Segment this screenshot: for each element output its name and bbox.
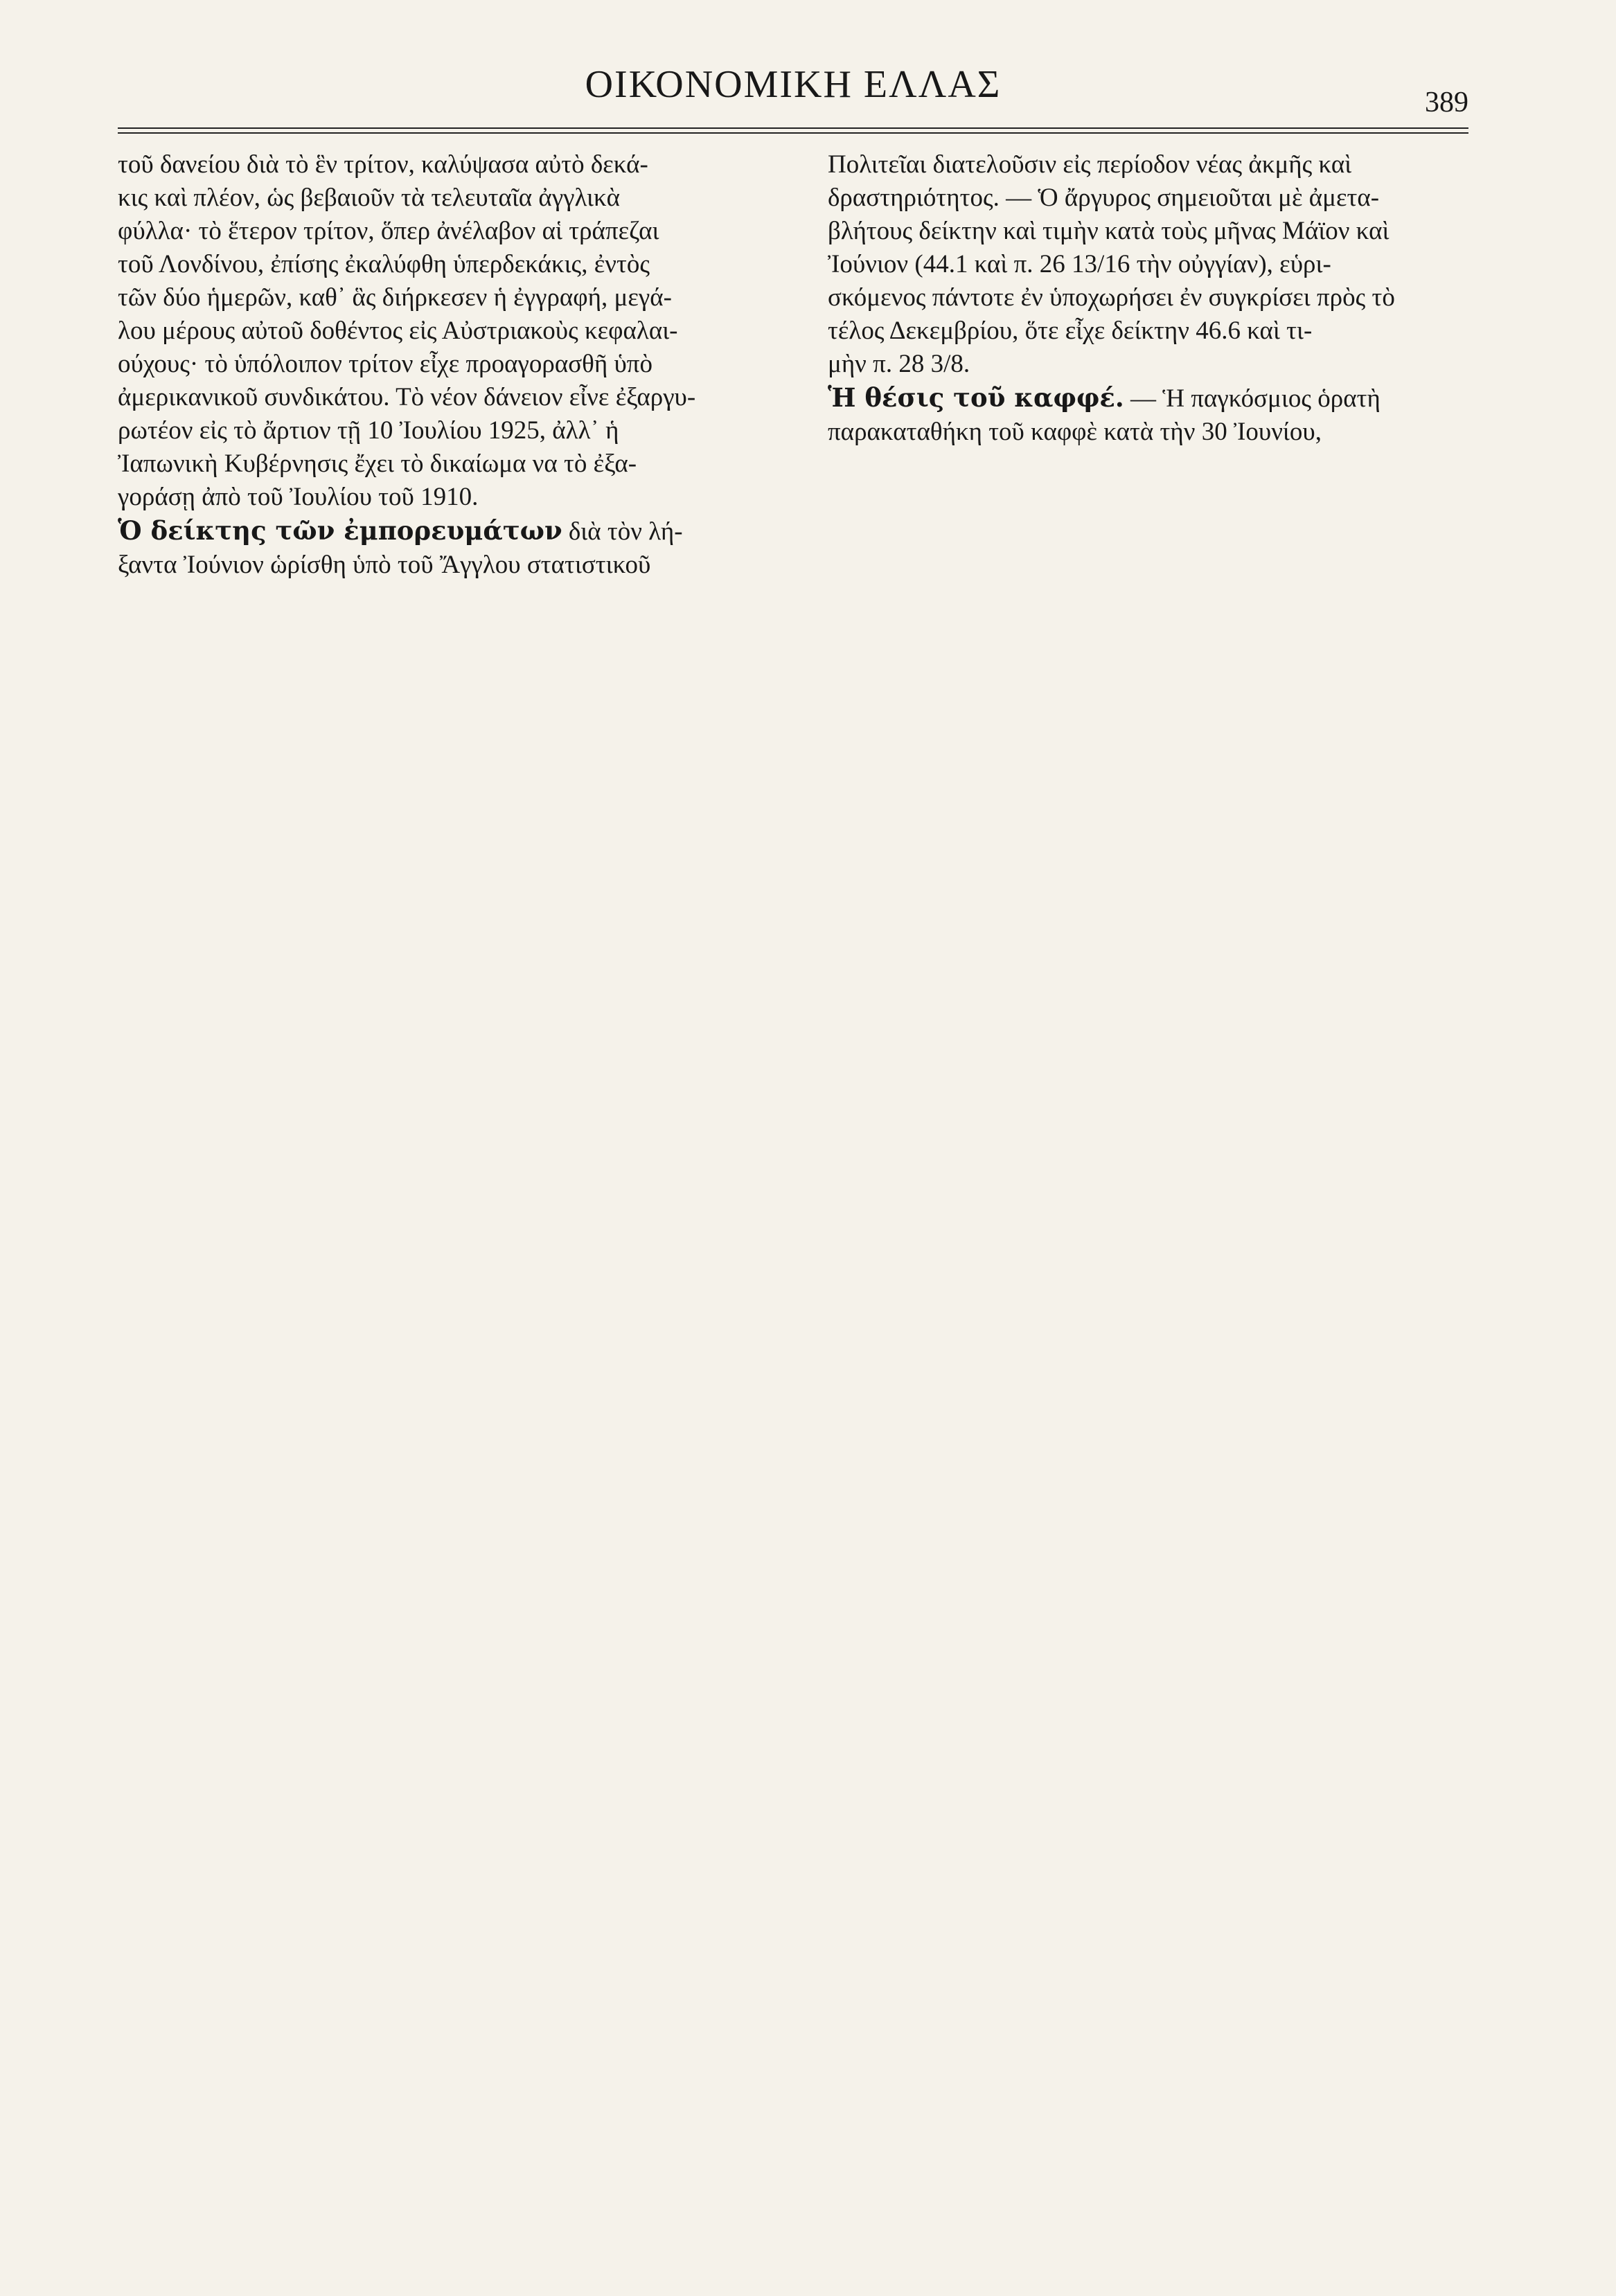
section-heading-line <box>828 381 1472 416</box>
journal-title: ΟΙΚΟΝΟΜΙΚΗ ΕΛΛΑΣ <box>585 63 1002 106</box>
text-line: δραστηριότητος. — Ὁ ἄργυρος σημειοῦται μὲ ἀμετα- <box>828 184 1380 212</box>
section-heading-line <box>118 514 762 549</box>
text-line: βλήτους δείκτην καὶ τιμὴν κατὰ τοὺς μῆνας Μάϊον καὶ <box>828 217 1389 245</box>
text-line: Ἰούνιον (44.1 καὶ π. 26 13/16 τὴν οὐγγίαν), εὑρι- <box>828 250 1331 278</box>
text-line: ούχους· τὸ ὑπόλοιπον τρίτον εἶχε προαγορασθῆ ὑπὸ <box>118 350 652 378</box>
text-line: ξαντα Ἰούνιον ὡρίσθη ὑπὸ τοῦ Ἄγγλου στατιστικοῦ <box>118 551 651 579</box>
text-line: κις καὶ πλέον, ὡς βεβαιοῦν τὰ τελευταῖα ἀγγλικὰ <box>118 184 620 212</box>
text-line: Πολιτεῖαι διατελοῦσιν εἰς περίοδον νέας ἀκμῆς καὶ <box>828 150 1352 179</box>
text-line: φύλλα· τὸ ἕτερον τρίτον, ὅπερ ἀνέλαβον αἱ τράπεζαι <box>118 217 659 245</box>
left-column <box>118 148 762 582</box>
text-line: Ἰαπωνικὴ Κυβέρνησις ἔχει τὸ δικαίωμα να τὸ ἐξα- <box>118 450 637 478</box>
text-line: μὴν π. 28 3/8. <box>828 350 970 378</box>
text-line: σκόμενος πάντοτε ἐν ὑποχωρήσει ἐν συγκρίσει πρὸς τὸ <box>828 283 1395 312</box>
section-heading: Ὁ δείκτης τῶν ἐμπορευμάτων <box>118 515 562 546</box>
heading-continuation: — Ἡ παγκόσμιος ὁρατὴ <box>1130 384 1380 413</box>
text-line: τῶν δύο ἡμερῶν, καθ᾽ ἃς διήρκεσεν ἡ ἐγγραφή, μεγά- <box>118 283 672 312</box>
page-header <box>118 62 1468 125</box>
text-line: γοράσῃ ἀπὸ τοῦ Ἰουλίου τοῦ 1910. <box>118 483 479 511</box>
text-line: τοῦ Λονδίνου, ἐπίσης ἐκαλύφθη ὑπερδεκάκις, ἐντὸς <box>118 250 650 278</box>
text-line: τοῦ δανείου διὰ τὸ ἓν τρίτον, καλύψασα αὐτὸ δεκά- <box>118 150 648 179</box>
text-line: ρωτέον εἰς τὸ ἄρτιον τῇ 10 Ἰουλίου 1925, ἀλλ᾽ ἡ <box>118 416 619 445</box>
text-line: λου μέρους αὐτοῦ δοθέντος εἰς Αὐστριακοὺς κεφαλαι- <box>118 317 678 345</box>
text-line: ἀμερικανικοῦ συνδικάτου. Τὸ νέον δάνειον εἶνε ἐξαργυ- <box>118 383 696 411</box>
right-column <box>828 148 1472 449</box>
page-number: 389 <box>1425 87 1468 118</box>
text-line: τέλος Δεκεμβρίου, ὅτε εἶχε δείκτην 46.6 καὶ τι- <box>828 317 1313 345</box>
text-line: παρακαταθήκη τοῦ καφφὲ κατὰ τὴν 30 Ἰουνίου, <box>828 418 1322 446</box>
heading-continuation: διὰ τὸν λή- <box>568 517 683 546</box>
header-rule <box>118 127 1468 134</box>
section-heading: Ἡ θέσις τοῦ καφφέ. <box>828 382 1124 413</box>
